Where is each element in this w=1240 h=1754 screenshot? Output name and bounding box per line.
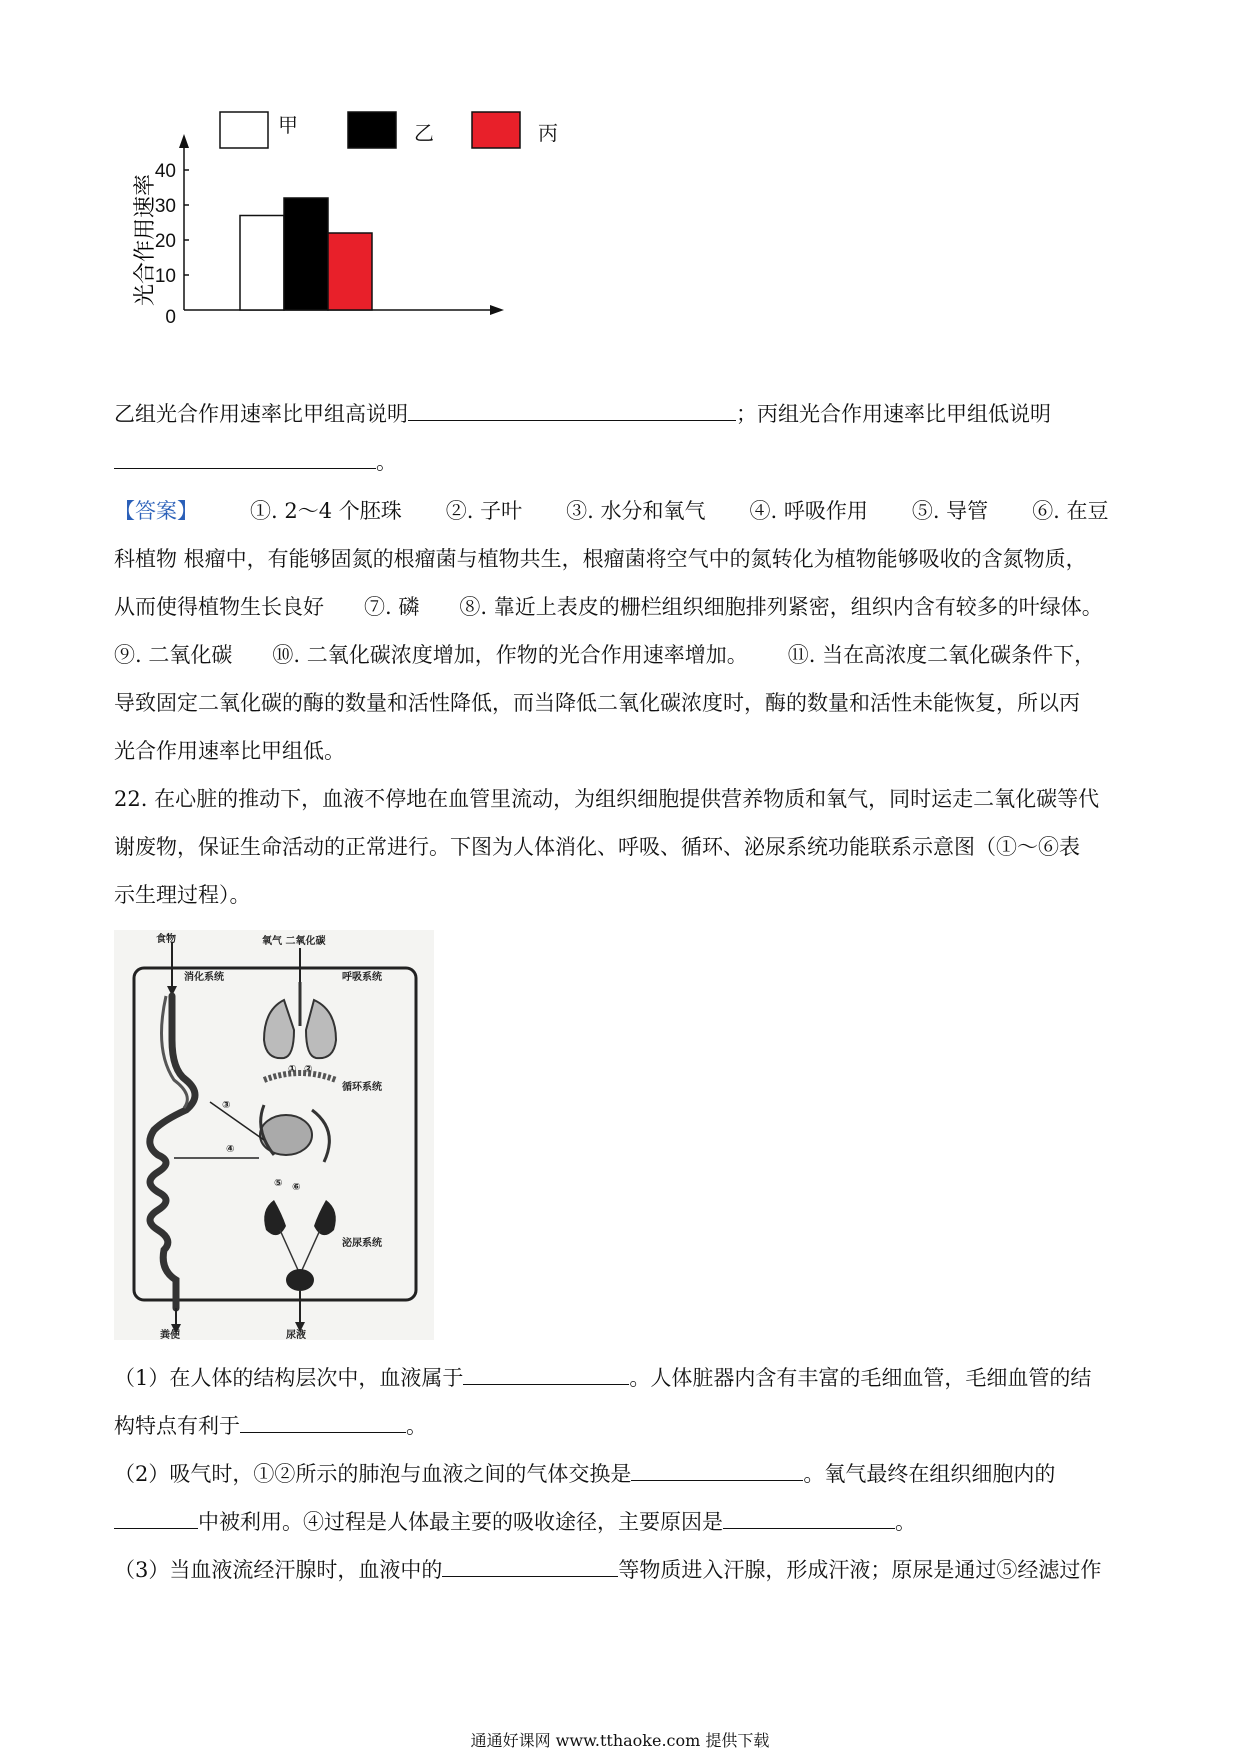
y-tick-label: 0: [165, 307, 176, 328]
legend-label-甲: 甲: [278, 115, 298, 137]
question-text-b: ；丙组光合作用速率比甲组低说明: [736, 402, 1051, 426]
diagram-digestive-label: 消化系统: [184, 972, 224, 983]
legend-swatch-丙: [472, 112, 520, 148]
sub-question-2-line-2: [114, 1506, 916, 1537]
sub-text: （2）吸气时，①②所示的肺泡与血液之间的气体交换是: [114, 1462, 632, 1486]
answer-line-4: [114, 640, 1095, 670]
answer-blank: [442, 1554, 618, 1577]
diagram-circulatory-label: 循环系统: [342, 1082, 382, 1093]
y-axis-arrow: [179, 134, 189, 148]
y-tick-label: 30: [154, 196, 176, 217]
answer-item: ⑧. 靠近上表皮的栅栏组织细胞排列紧密，组织内含有较多的叶绿体。: [459, 595, 1103, 619]
answer-blank: [408, 398, 736, 421]
answer-blank: [723, 1506, 895, 1529]
legend-label-乙: 乙: [414, 123, 434, 145]
answer-item: ④. 呼吸作用: [749, 499, 868, 523]
answer-line-1: [114, 496, 1109, 526]
sub-text: （3）当血液流经汗腺时，血液中的: [114, 1558, 443, 1582]
chart-legend: [220, 112, 558, 148]
sub-text: 等物质进入汗腺，形成汗液；原尿是通过⑤经滤过作: [618, 1558, 1102, 1582]
question-text-a: 乙组光合作用速率比甲组高说明: [114, 402, 408, 426]
legend-swatch-乙: [348, 112, 396, 148]
chart-bars: [240, 198, 372, 310]
diagram-urinary-label: 泌尿系统: [342, 1238, 382, 1249]
question-tail-line-2: [114, 446, 397, 477]
photosynthesis-bar-chart: [120, 110, 580, 370]
bar-丙: [328, 233, 372, 310]
sub-text: 。: [895, 1510, 916, 1534]
q22-line-3: 示生理过程）。: [114, 883, 251, 907]
diagram-gases-label: 氧气 二氧化碳: [262, 936, 326, 947]
bar-乙: [284, 198, 328, 310]
body-systems-diagram: [114, 930, 434, 1340]
x-axis-arrow: [490, 305, 504, 315]
answer-line-6: 光合作用速率比甲组低。: [114, 739, 345, 763]
answer-line-2: 科植物 根瘤中，有能够固氮的根瘤菌与植物共生，根瘤菌将空气中的氮转化为植物能够吸收的含氮物质，: [114, 547, 1087, 571]
sub-text: （1）在人体的结构层次中，血液属于: [114, 1366, 464, 1390]
answer-item: ②. 子叶: [445, 499, 523, 523]
answer-tag: 【答案】: [114, 499, 198, 523]
diagram-step-6: ⑥: [292, 1182, 301, 1193]
legend-swatch-甲: [220, 112, 268, 148]
answer-line-3: [114, 592, 1103, 622]
chart-y-axis-label: 光合作用速率: [132, 173, 157, 307]
question-text-end: 。: [376, 450, 397, 474]
diagram-feces-label: 粪便: [160, 1330, 180, 1340]
answer-item: ⑤. 导管: [911, 499, 989, 523]
sub-text: 中被利用。④过程是人体最主要的吸收途径，主要原因是: [198, 1510, 723, 1534]
answer-blank: [114, 1506, 198, 1529]
answer-item: 从而使得植物生长良好: [114, 595, 324, 619]
question-tail-line-1: [114, 398, 1051, 429]
y-tick-label: 40: [154, 161, 176, 182]
answer-blank: [240, 1410, 406, 1433]
sub-question-3-line-1: [114, 1554, 1101, 1585]
sub-text: 。氧气最终在组织细胞内的: [803, 1462, 1056, 1486]
diagram-step-3: ③: [222, 1100, 231, 1111]
answer-item: ⑥. 在豆: [1032, 499, 1109, 523]
diagram-urine-label: 尿液: [286, 1330, 306, 1340]
answer-item: ⑦. 磷: [364, 595, 420, 619]
answer-blank: [114, 446, 376, 469]
diagram-step-2: ②: [304, 1064, 313, 1075]
answer-item: ③. 水分和氧气: [566, 499, 706, 523]
page-footer: 通通好课网 www.tthaoke.com 提供下载: [470, 1731, 770, 1750]
diagram-step-5: ⑤: [274, 1178, 283, 1189]
diagram-respiratory-label: 呼吸系统: [342, 972, 382, 983]
sub-text: 构特点有利于: [114, 1414, 240, 1438]
y-tick-label: 10: [154, 266, 176, 287]
sub-text: 。: [406, 1414, 427, 1438]
diagram-step-4: ④: [226, 1144, 235, 1155]
y-tick-label: 20: [154, 231, 176, 252]
sub-text: 。人体脏器内含有丰富的毛细血管，毛细血管的结: [629, 1366, 1092, 1390]
diagram-step-1: ①: [288, 1064, 297, 1075]
diagram-food-label: 食物: [156, 934, 176, 945]
q22-line-2: 谢废物，保证生命活动的正常进行。下图为人体消化、呼吸、循环、泌尿系统功能联系示意图（①～⑥表: [114, 835, 1080, 859]
bar-甲: [240, 216, 284, 311]
sub-question-1-line-2: [114, 1410, 427, 1441]
answer-item: ⑨. 二氧化碳: [114, 643, 233, 667]
answer-item: ⑪. 当在高浓度二氧化碳条件下，: [787, 643, 1096, 667]
answer-blank: [631, 1458, 803, 1481]
legend-label-丙: 丙: [538, 123, 558, 145]
q22-line-1: 22. 在心脏的推动下，血液不停地在血管里流动，为组织细胞提供营养物质和氧气，同时运走二氧化碳等代: [114, 787, 1100, 811]
sub-question-1-line-1: [114, 1362, 1091, 1393]
sub-question-2-line-1: [114, 1458, 1055, 1489]
answer-line-5: 导致固定二氧化碳的酶的数量和活性降低，而当降低二氧化碳浓度时，酶的数量和活性未能恢复，所以丙: [114, 691, 1080, 715]
answer-blank: [463, 1362, 629, 1385]
answer-item: ①. 2～4 个胚珠: [250, 499, 402, 523]
answer-item: ⑩. 二氧化碳浓度增加，作物的光合作用速率增加。: [272, 643, 748, 667]
